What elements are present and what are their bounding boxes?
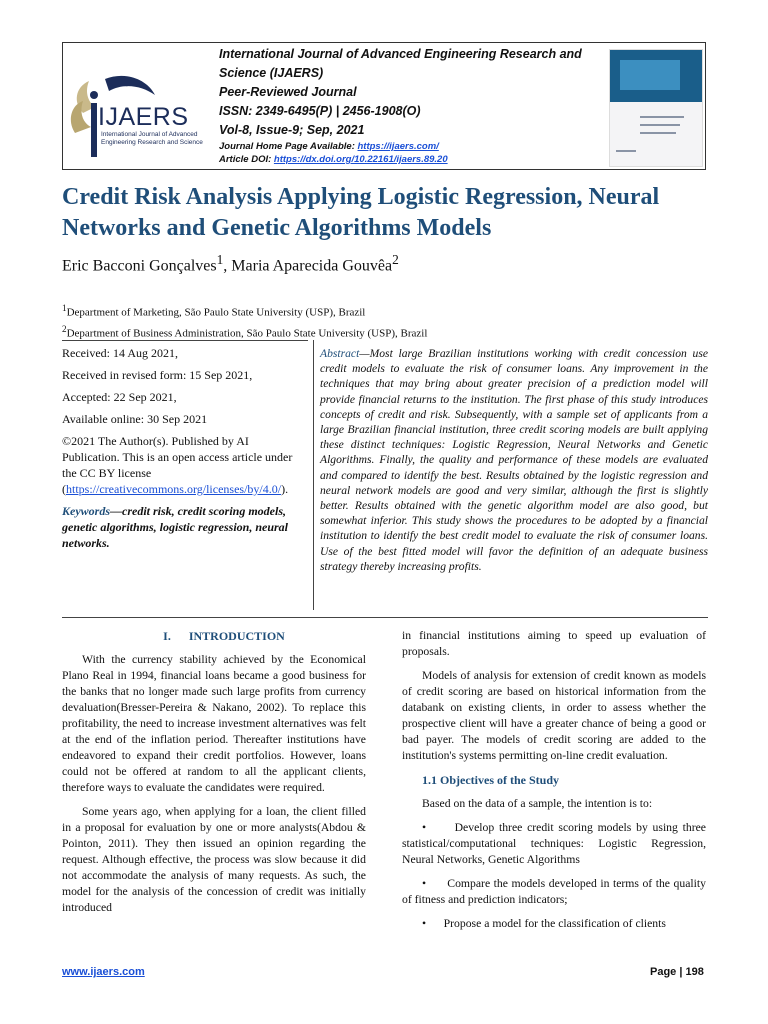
journal-info xyxy=(219,45,599,166)
keywords-text: —credit risk, credit scoring models, genetic algorithms, logistic regression, neural networks. xyxy=(62,504,289,550)
affiliation-item xyxy=(62,300,427,321)
paper-title: Credit Risk Analysis Applying Logistic Regression, Neural Networks and Genetic Algorithms Models xyxy=(62,184,660,241)
paragraph: Models of analysis for extension of credit known as models of credit scoring are based on historical information from the databank on existing clients, in order to assess whether the prospective client will have a greater chance of being a good or bad payer. The models of credit scoring are added to the institution's systems permitting on-line credit evaluation. xyxy=(402,669,706,762)
paragraph: Some years ago, when applying for a loan, the client filled in a proposal for evaluation by one or more analysts(Abdou & Pointon, 2011). They then issued an opinion regarding the request. Although effective, the process was slow because it did not accommodate the analysis of many requests. As such, the model for the analysis of the concession of credit was initially introduced xyxy=(62,805,366,914)
section-heading-introduction: I. INTRODUCTION xyxy=(163,629,285,643)
authors: Eric Bacconi Gonçalves$^1$, Maria Aparecida Gouvêa$^2$ xyxy=(62,252,399,275)
paragraph: With the currency stability achieved by the Economical Plano Real in 1994, financial loans became a good business for the banks that no longer made such large profits from currency devaluation(Bresser-Pereira & Nakano, 2002). To replace this profitability, the need to increase investment alternatives was felt at the end of the inflation period. Thereafter institutions have endeavored to expand their credit portfolios. However, loans could not be offered at random to all the applicant clients, therefore ways to evaluate the candidates were required. xyxy=(62,653,366,794)
issn-line: ISSN: 2349-6495(P) | 2456-1908(O) xyxy=(219,104,421,118)
left-column xyxy=(62,628,366,924)
cover-graphic xyxy=(620,60,680,90)
abstract-label: Abstract xyxy=(320,347,360,360)
article-info xyxy=(62,345,304,557)
cover-line xyxy=(640,116,684,118)
affiliation-text: Department of Marketing, São Paulo State University (USP), Brazil xyxy=(66,306,366,319)
bullet-item: • Compare the models developed in terms of the quality of fitness and prediction indicators; xyxy=(402,877,709,906)
journal-name-line-1: International Journal of Advanced Engineering Research and xyxy=(219,47,582,61)
logo-wordmark: IJAERS xyxy=(98,103,189,131)
journal-cover-image xyxy=(609,49,703,167)
home-page-line xyxy=(219,140,599,153)
author-name: Maria Aparecida Gouvêa xyxy=(231,257,393,275)
revised-date: Received in revised form: 15 Sep 2021, xyxy=(62,368,253,382)
paragraph: Based on the data of a sample, the intention is to: xyxy=(422,797,653,810)
online-date: Available online: 30 Sep 2021 xyxy=(62,412,208,426)
received-date: Received: 14 Aug 2021, xyxy=(62,346,178,360)
affiliations xyxy=(62,300,427,341)
doi-link[interactable]: https://dx.doi.org/10.22161/ijaers.89.20 xyxy=(273,154,448,165)
doi-line xyxy=(219,153,599,166)
doi-label: Article DOI: xyxy=(219,154,274,165)
abstract-text: —Most large Brazilian institutions working with credit concession use credit models to evaluate the risk of consumer loans. Any improvement in the techniques that may bring about greater precision of a prediction model will provide financial returns to the institution. The first phase of this study introduces concepts of credit and risk. Subsequently, with a sample set of applicants from a large Brazilian financial institution, three credit scoring models are built applying these distinct techniques: Logistic Regression, Neural Networks and Genetic Algorithms. Finally, the quality and performance of these models are evaluated and compared to identify the best. Results obtained by the logistic regression and neural network models are good and very similar, although the first is slightly better. Results obtained with the genetic algorithm model are also good, but somewhat inferior. This study shows the procedures to be adopted by a financial institution to identify the best credit model to evaluate the risk of consumer loans. Use of the best fitted model will favor the definition of an adequate business strategy thereby increasing profits. xyxy=(320,347,708,573)
footer-site-link[interactable]: www.ijaers.com xyxy=(62,966,145,978)
journal-name-line-2: Science (IJAERS) xyxy=(219,66,324,80)
author-sup: 2 xyxy=(392,252,399,267)
author-sup: 1 xyxy=(216,252,224,267)
subsection-heading-objectives: 1.1 Objectives of the Study xyxy=(422,773,559,787)
keywords-label: Keywords xyxy=(62,504,110,518)
affiliation-item xyxy=(62,321,427,342)
cover-line xyxy=(616,150,636,152)
right-column xyxy=(402,628,709,940)
logo-subtitle: International Journal of Advanced Engineering Research and Science xyxy=(101,131,203,146)
affiliation-sup: 1 xyxy=(62,303,67,313)
volume-line: Vol-8, Issue-9; Sep, 2021 xyxy=(219,123,365,137)
home-page-label: Journal Home Page Available: xyxy=(219,141,358,152)
keywords xyxy=(62,503,304,551)
author-name: Eric Bacconi Gonçalves xyxy=(62,257,217,275)
journal-header xyxy=(62,42,706,170)
affiliation-sup: 2 xyxy=(62,323,67,334)
cover-line xyxy=(640,124,680,126)
home-page-link[interactable]: https://ijaers.com/ xyxy=(357,141,439,152)
divider xyxy=(62,617,708,618)
paragraph: in financial institutions aiming to speed up evaluation of proposals. xyxy=(402,629,706,658)
divider xyxy=(62,340,308,341)
page-number: Page | 198 xyxy=(650,966,704,978)
abstract xyxy=(320,346,708,574)
license-text: ©2021 The Author(s). Published by AI Publication. This is an open access article under the CC BY license xyxy=(62,434,293,480)
license-link[interactable]: https://creativecommons.org/licenses/by/4.0/ xyxy=(66,482,282,496)
peer-reviewed-line: Peer-Reviewed Journal xyxy=(219,85,357,99)
affiliation-text: Department of Business Administration, São Paulo State University (USP), Brazil xyxy=(66,327,428,340)
divider xyxy=(313,340,314,610)
license: ©2021 The Author(s). Published by AI Publication. This is an open access article under the CC BY license (https://creativecommons.org/licenses/by/4.0/). xyxy=(62,434,293,496)
cover-line xyxy=(640,132,676,134)
bullet-item: • Propose a model for the classification of clients xyxy=(422,917,666,930)
accepted-date: Accepted: 22 Sep 2021, xyxy=(62,390,177,404)
bullet-item: • Develop three credit scoring models by using three statistical/computational techniques: Logistic Regression, Neural Networks, Genetic Algorithms xyxy=(402,821,709,866)
